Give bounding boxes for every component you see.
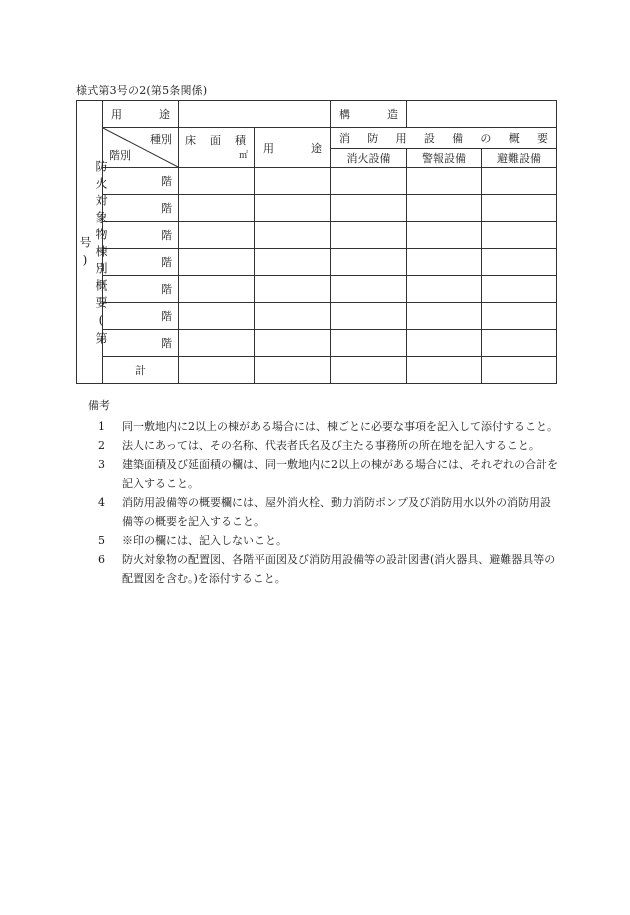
note-text: 消防用設備等の概要欄には、屋外消火栓、動力消防ポンプ及び消防用水以外の消防用設備等の概要を記入すること。: [122, 496, 551, 528]
evacuation-cell[interactable]: [482, 249, 557, 276]
floor-cell[interactable]: 階: [103, 222, 179, 249]
alarm-cell[interactable]: [407, 357, 482, 384]
note-text: 同一敷地内に2以上の棟がある場合には、棟ごとに必要な事項を記入して添付すること。: [122, 420, 558, 433]
alarm-header: 警報設備: [407, 149, 482, 168]
usage-cell[interactable]: [255, 330, 331, 357]
usage-value-cell[interactable]: [179, 101, 331, 128]
note-text: ※印の欄には、記入しないこと。: [122, 534, 287, 547]
note-text: 建築面積及び延面積の欄は、同一敷地内に2以上の棟がある場合には、それぞれの合計を記入すること。: [122, 458, 558, 490]
usage-cell[interactable]: [255, 222, 331, 249]
extinguishing-cell[interactable]: [331, 249, 407, 276]
floor-row: [77, 249, 557, 276]
extinguishing-cell[interactable]: [331, 195, 407, 222]
total-label: 計: [103, 357, 179, 384]
floor-area-cell[interactable]: [179, 303, 255, 330]
floor-label: 階別: [109, 149, 131, 162]
usage-cell[interactable]: [255, 249, 331, 276]
evacuation-cell[interactable]: [482, 303, 557, 330]
usage-cell[interactable]: [255, 303, 331, 330]
floor-row: [77, 195, 557, 222]
evacuation-cell[interactable]: [482, 330, 557, 357]
building-summary-table: [76, 100, 557, 384]
floor-row: [77, 276, 557, 303]
extinguishing-cell[interactable]: [331, 357, 407, 384]
notes-heading: 備考: [88, 399, 110, 412]
note-number: 3: [98, 458, 105, 471]
evacuation-cell[interactable]: [482, 276, 557, 303]
evacuation-cell[interactable]: [482, 222, 557, 249]
floor-area-cell[interactable]: [179, 249, 255, 276]
usage-label-cell: 用 途: [103, 101, 179, 128]
note-item: [88, 493, 558, 531]
total-area-cell[interactable]: [179, 357, 255, 384]
extinguishing-cell[interactable]: [331, 168, 407, 195]
floor-area-cell[interactable]: [179, 195, 255, 222]
usage-cell[interactable]: [255, 195, 331, 222]
alarm-cell[interactable]: [407, 249, 482, 276]
note-item: [88, 436, 558, 455]
usage-cell[interactable]: [255, 276, 331, 303]
floor-cell[interactable]: 階: [103, 330, 179, 357]
note-text: 法人にあっては、その名称、代表者氏名及び主たる事務所の所在地を記入すること。: [122, 439, 540, 452]
floor-area-cell[interactable]: [179, 168, 255, 195]
floor-row: [77, 330, 557, 357]
usage-header: 用 途: [255, 128, 331, 168]
floor-cell[interactable]: 階: [103, 168, 179, 195]
extinguishing-cell[interactable]: [331, 330, 407, 357]
note-number: 1: [98, 420, 105, 433]
extinguishing-cell[interactable]: [331, 276, 407, 303]
facility-overview-header: 消 防 用 設 備 の 概 要: [331, 128, 557, 149]
note-number: 2: [98, 439, 105, 452]
alarm-cell[interactable]: [407, 330, 482, 357]
extinguishing-header: 消火設備: [331, 149, 407, 168]
note-item: [88, 531, 558, 550]
note-item: [88, 417, 558, 436]
floor-row: [77, 303, 557, 330]
floor-area-cell[interactable]: [179, 222, 255, 249]
extinguishing-cell[interactable]: [331, 222, 407, 249]
side-label: 防火対象物棟別概要(第 号): [78, 159, 108, 383]
usage-cell[interactable]: [255, 168, 331, 195]
evacuation-cell[interactable]: [482, 195, 557, 222]
floor-cell[interactable]: 階: [103, 303, 179, 330]
floor-area-cell[interactable]: [179, 276, 255, 303]
note-number: 4: [98, 496, 105, 509]
floor-area-header: 床 面 積 ㎡: [179, 128, 255, 168]
alarm-cell[interactable]: [407, 195, 482, 222]
evacuation-cell[interactable]: [482, 357, 557, 384]
total-row: [77, 357, 557, 384]
side-label-cell: [77, 101, 108, 384]
alarm-cell[interactable]: [407, 303, 482, 330]
alarm-cell[interactable]: [407, 168, 482, 195]
form-title: 様式第3号の2(第5条関係): [76, 84, 208, 97]
note-number: 5: [98, 534, 105, 547]
note-item: [88, 455, 558, 493]
floor-row: [77, 222, 557, 249]
alarm-cell[interactable]: [407, 276, 482, 303]
note-text: 防火対象物の配置図、各階平面図及び消防用設備等の設計図書(消火器具、避難器具等の配置図を含む。)を添付すること。: [122, 553, 556, 585]
area-unit: ㎡: [238, 151, 248, 161]
structure-label-cell: 構 造: [331, 101, 407, 128]
floor-cell[interactable]: 階: [103, 195, 179, 222]
type-floor-header: [103, 128, 179, 168]
extinguishing-cell[interactable]: [331, 303, 407, 330]
note-number: 6: [98, 553, 105, 566]
evacuation-cell[interactable]: [482, 168, 557, 195]
evacuation-header: 避難設備: [482, 149, 557, 168]
notes-section: [88, 396, 558, 588]
note-item: [88, 550, 558, 588]
usage-cell[interactable]: [255, 357, 331, 384]
type-label: 種別: [150, 133, 172, 146]
floor-row: [77, 168, 557, 195]
alarm-cell[interactable]: [407, 222, 482, 249]
floor-cell[interactable]: 階: [103, 249, 179, 276]
floor-area-cell[interactable]: [179, 330, 255, 357]
structure-value-cell[interactable]: [407, 101, 557, 128]
floor-cell[interactable]: 階: [103, 276, 179, 303]
